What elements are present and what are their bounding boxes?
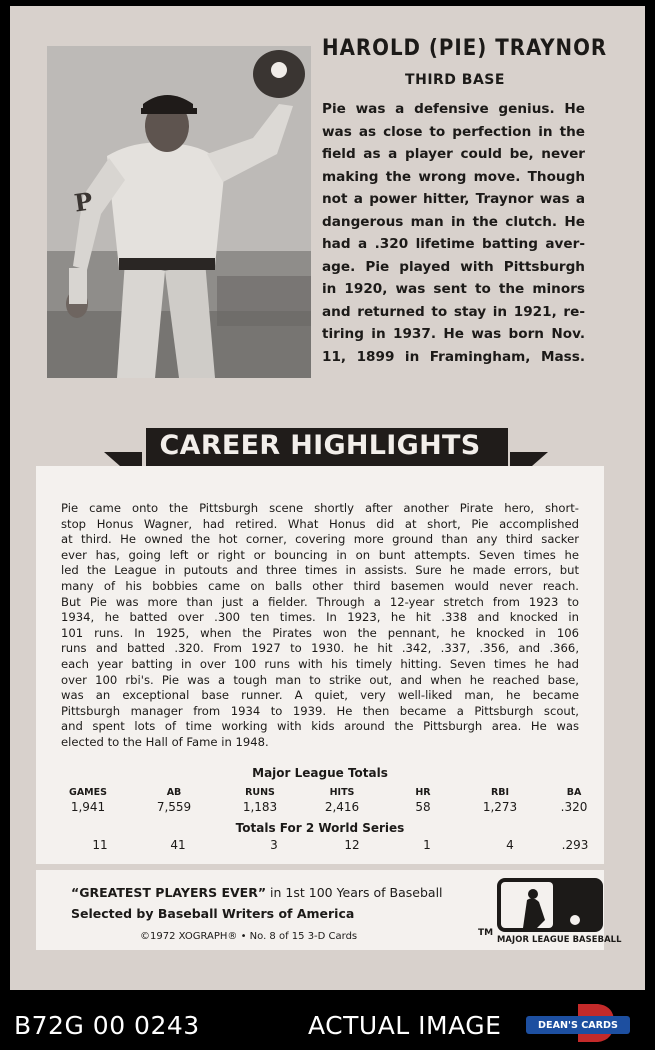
bio-line: and returned to stay in 1921, re- (322, 303, 585, 320)
bio-line: age. Pie played with Pittsburgh (322, 258, 585, 275)
bio-line: was as close to perfection in the (322, 123, 585, 140)
story-line: 1934, he batted over .300 ten times. In 1923, he hit .338 and knocked in (61, 610, 579, 625)
stats-value: 41 (170, 838, 186, 852)
bio-line: not a power hitter, Traynor was a (322, 191, 585, 207)
story-line: runs and batted .320. From 1927 to 1930. he hit .342, .337, .356, and .366, (61, 641, 579, 656)
stats-value: .293 (561, 838, 589, 852)
actual-image-label: ACTUAL IMAGE (308, 1011, 502, 1040)
stats-header: RBI (490, 787, 510, 798)
story-line: 101 runs. In 1925, when the Pirates won the pennant, he knocked in 106 (61, 625, 579, 640)
bio-line: Pie was a defensive genius. He (322, 101, 585, 117)
bio-line: 11, 1899 in Framingham, Mass. (322, 348, 585, 365)
story-line: at third. He owned the hot corner, covering more ground than any third sacker (61, 532, 579, 547)
banner-title: CAREER HIGHLIGHTS (159, 430, 481, 461)
career-story (61, 501, 579, 751)
world-series-totals-title: Totals For 2 World Series (235, 821, 405, 835)
bio-line: field as a player could be, never (322, 146, 585, 162)
bio-line: in 1920, was sent to the minors (322, 281, 585, 297)
bio-line: had a .320 lifetime batting aver- (322, 236, 585, 252)
footer-rest: in 1st 100 Years of Baseball (266, 885, 443, 900)
stats-value: 4 (506, 838, 514, 852)
stats-value: 1,273 (482, 800, 518, 814)
svg-text:P: P (72, 186, 95, 218)
stats-value: 58 (415, 800, 431, 814)
player-bio (322, 98, 585, 368)
story-line: But Pie was more than just a fielder. Through a 12-year stretch from 1923 to (61, 594, 579, 609)
story-line: elected to the Hall of Fame in 1948. (61, 734, 269, 749)
footer-line-2: Selected by Baseball Writers of America (71, 906, 355, 921)
story-line: was an exceptional base runner. A quiet, very well-liked man, he became (61, 688, 579, 703)
stats-value: 11 (92, 838, 108, 852)
bio-line: making the wrong move. Though (322, 168, 585, 185)
story-line: Pittsburgh manager from 1934 to 1939. He then became a Pittsburgh scout, (61, 703, 579, 718)
stats-header: BA (566, 787, 582, 798)
player-illustration (47, 46, 311, 378)
stats-value: 7,559 (156, 800, 192, 814)
stats-header: RUNS (245, 787, 275, 798)
stats-value: 3 (270, 838, 278, 852)
story-line: each year batting in over 100 runs with his timely hitting. Seven times he had (61, 656, 579, 671)
dealer-name: DEAN'S CARDS (538, 1020, 618, 1031)
stats-value: 1 (423, 838, 431, 852)
footer-line-3: ©1972 XOGRAPH® • No. 8 of 15 3-D Cards (140, 931, 358, 942)
story-line: ever has, going left or right or bouncing in on bunt attempts. Seven times he (61, 547, 579, 562)
story-line: and spent lots of time working with kids around the Pittsburgh area. He was (61, 719, 579, 734)
stats-header: GAMES (69, 787, 107, 798)
story-line: many of his bobbies came on balls other third basemen would never reach. (61, 578, 579, 593)
mlb-wordmark: MAJOR LEAGUE BASEBALL (497, 934, 622, 944)
stats-header: HITS (329, 787, 355, 798)
story-line: over 100 rbi's. Pie was a tough man to strike out, and when he reached base, (61, 672, 579, 687)
stats-header: HR (415, 787, 431, 798)
stats-header: AB (166, 787, 182, 798)
stats-value: 1,183 (242, 800, 278, 814)
major-league-values-row (50, 800, 590, 816)
cert-number: B72G 00 0243 (14, 1011, 200, 1040)
stats-value: 1,941 (70, 800, 106, 814)
stats-value: .320 (560, 800, 588, 814)
baseball-glove-icon (253, 50, 305, 98)
world-series-values-row (50, 838, 590, 854)
player-name: HAROLD (PIE) TRAYNOR (322, 36, 608, 61)
story-line: led the League in putouts and three times in assists. Sure he made errors, but (61, 563, 579, 578)
stats-value: 2,416 (324, 800, 360, 814)
footer-line-1 (71, 885, 443, 900)
player-position: THIRD BASE (405, 72, 505, 88)
major-league-totals-title: Major League Totals (252, 766, 388, 780)
bio-line: dangerous man in the clutch. He (322, 213, 585, 230)
stats-value: 12 (344, 838, 360, 852)
story-line: Pie came onto the Pittsburgh scene shortly after another Pirate hero, short- (61, 501, 579, 515)
player-photo (47, 46, 311, 378)
story-line: stop Honus Wagner, had retired. What Honus did at short, Pie accomplished (61, 516, 579, 531)
trademark: TM (478, 928, 494, 938)
bio-line: tiring in 1937. He was born Nov. (322, 326, 585, 342)
footer-quoted: “GREATEST PLAYERS EVER” (71, 885, 267, 900)
